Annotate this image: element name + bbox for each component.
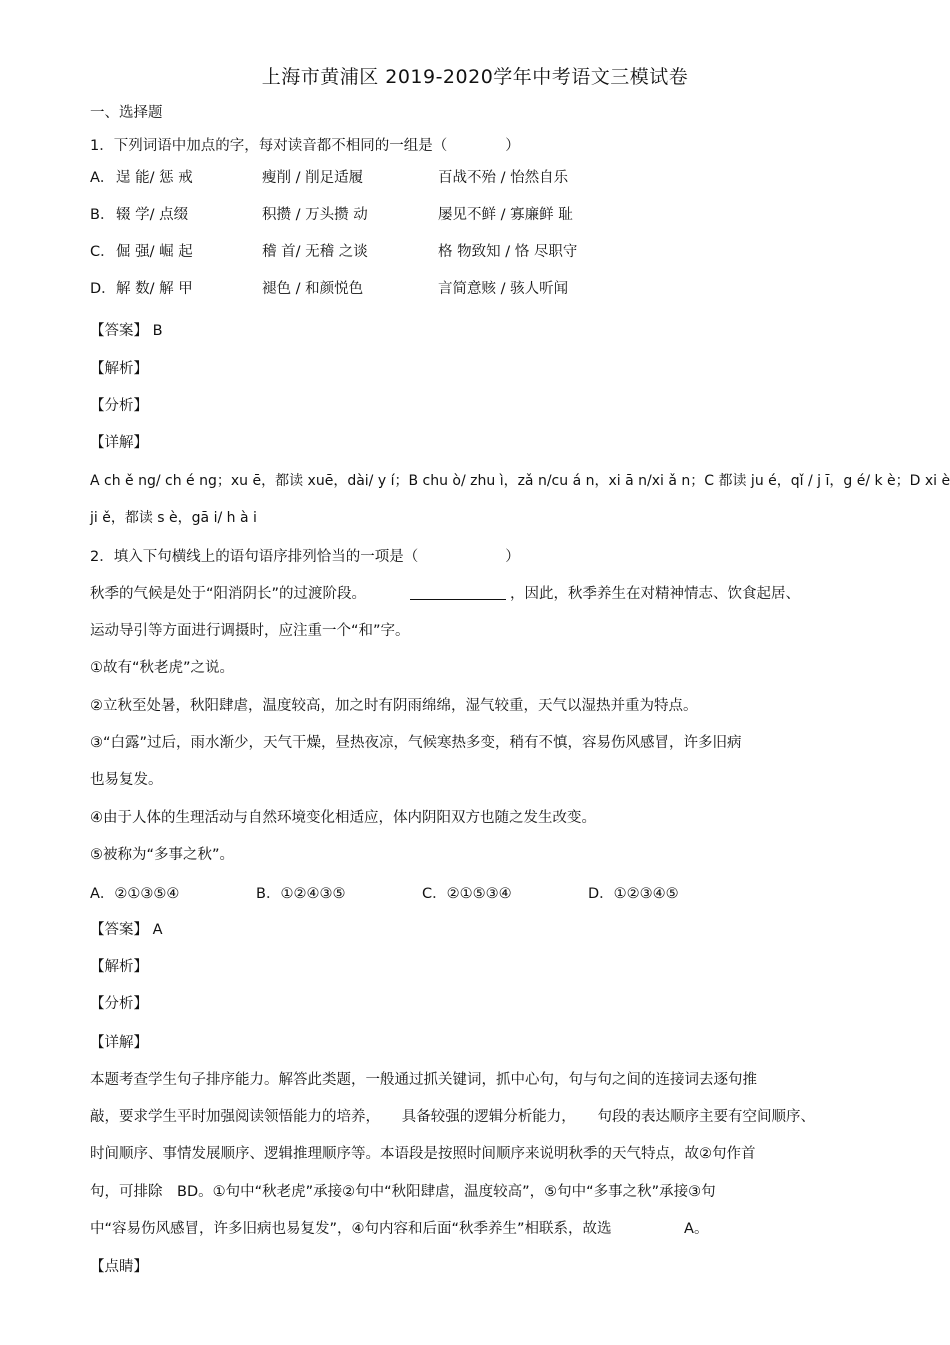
fill-in-blank: [410, 585, 506, 600]
section-heading: 一、选择题: [90, 105, 163, 121]
page-title: 上海市黄浦区 2019-2020学年中考语文三模试卷: [261, 66, 689, 88]
q2-sentence-3a: ③“白露”过后，雨水渐少，天气干燥，昼热夜凉，气候寒热多变，稍有不慎，容易伤风感冒，许多旧病: [90, 735, 742, 751]
q1-option-a: [90, 166, 193, 187]
option-c-col3: 格 物致知 / 恪 尽职守: [438, 244, 578, 260]
q2-option-b: B．①②④③⑤: [256, 886, 346, 902]
q2-answer: 【答案】 A: [90, 922, 163, 938]
q2-dianjing-heading: 【点睛】: [90, 1259, 148, 1275]
option-letter: B．: [90, 207, 115, 223]
q2-passage-part-b: ，因此，秋季养生在对精神情志、饮食起居、: [510, 586, 801, 602]
option-letter: D．: [90, 281, 116, 297]
option-a-col2: 瘦削 / 削足适履: [262, 170, 364, 186]
option-a-col1: 逞 能/ 惩 戒: [116, 170, 193, 186]
option-d-col3: 言简意赅 / 骇人听闻: [438, 281, 569, 297]
option-d-col1: 解 数/ 解 甲: [116, 281, 193, 297]
q2-sentence-1: ①故有“秋老虎”之说。: [90, 660, 235, 676]
question-1-stem: 1．下列词语中加点的字，每对读音都不相同的一组是（ ）: [90, 138, 520, 154]
option-letter: C．: [90, 244, 115, 260]
q2-sentence-2: ②立秋至处暑，秋阳肆虐，温度较高，加之时有阴雨绵绵，湿气较重，天气以湿热并重为特点。: [90, 698, 698, 714]
q2-option-c: C．②①⑤③④: [422, 886, 512, 902]
q1-detail-line-2: ji ě，都读 s è，gā i/ h à i: [90, 510, 257, 526]
q1-option-b: [90, 203, 188, 224]
question-2-stem: 2．填入下句横线上的语句语序排列恰当的一项是（ ）: [90, 549, 520, 565]
q2-sentence-3b: 也易复发。: [90, 772, 163, 788]
q2-passage-line-1: [90, 582, 800, 603]
q2-explain-line-4: 句，可排除 BD。①句中“秋老虎”承接②句中“秋阳肆虐，温度较高”，⑤句中“多事之秋”承接③句: [90, 1184, 716, 1200]
q1-answer: 【答案】 B: [90, 323, 163, 339]
option-b-col2: 积攒 / 万头攒 动: [262, 207, 368, 223]
q2-fenxi-heading: 【分析】: [90, 996, 148, 1012]
option-c-col2: 稽 首/ 无稽 之谈: [262, 244, 368, 260]
option-c-col1: 倔 强/ 崛 起: [116, 244, 193, 260]
q2-explain-line-1: 本题考查学生句子排序能力。解答此类题，一般通过抓关键词，抓中心句，句与句之间的连接词去逐句推: [90, 1072, 757, 1088]
q1-option-d: [90, 277, 193, 298]
q2-option-a: A．②①③⑤④: [90, 886, 180, 902]
q1-option-c: [90, 240, 193, 261]
q2-jiexi-heading: 【解析】: [90, 959, 148, 975]
option-a-col3: 百战不殆 / 怡然自乐: [438, 170, 569, 186]
option-b-col1: 辍 学/ 点缀: [116, 207, 189, 223]
q2-option-d: D．①②③④⑤: [588, 886, 679, 902]
q2-passage-line-2: 运动导引等方面进行调摄时，应注重一个“和”字。: [90, 623, 410, 639]
q2-explain-line-2: 敲，要求学生平时加强阅读领悟能力的培养， 具备较强的逻辑分析能力， 句段的表达顺序主要有空间顺序、: [90, 1109, 815, 1125]
q1-detail-line-1: A ch ě ng/ ch é ng；xu ē，都读 xuē，dài/ y í；B chu ò/ zhu ì，zǎ n/cu á n，xi ā n/xi ǎ n；C 都读 ju é，qǐ / j ī，g é/ k è；D xi è: [90, 473, 950, 489]
q1-jiexi-heading: 【解析】: [90, 361, 148, 377]
q1-xiangjie-heading: 【详解】: [90, 435, 148, 451]
q1-fenxi-heading: 【分析】: [90, 398, 148, 414]
option-letter: A．: [90, 170, 115, 186]
q2-passage-part-a: 秋季的气候是处于“阳消阴长”的过渡阶段。: [90, 586, 367, 602]
q2-sentence-4: ④由于人体的生理活动与自然环境变化相适应，体内阴阳双方也随之发生改变。: [90, 810, 596, 826]
q2-xiangjie-heading: 【详解】: [90, 1035, 148, 1051]
option-d-col2: 褪色 / 和颜悦色: [262, 281, 364, 297]
q2-explain-line-5: 中“容易伤风感冒，许多旧病也易复发”，④句内容和后面“秋季养生”相联系，故选 A。: [90, 1221, 709, 1237]
q2-explain-line-3: 时间顺序、事情发展顺序、逻辑推理顺序等。本语段是按照时间顺序来说明秋季的天气特点，故②句作首: [90, 1146, 756, 1162]
q2-sentence-5: ⑤被称为“多事之秋”。: [90, 847, 235, 863]
option-b-col3: 屡见不鲜 / 寡廉鲜 耻: [438, 207, 573, 223]
